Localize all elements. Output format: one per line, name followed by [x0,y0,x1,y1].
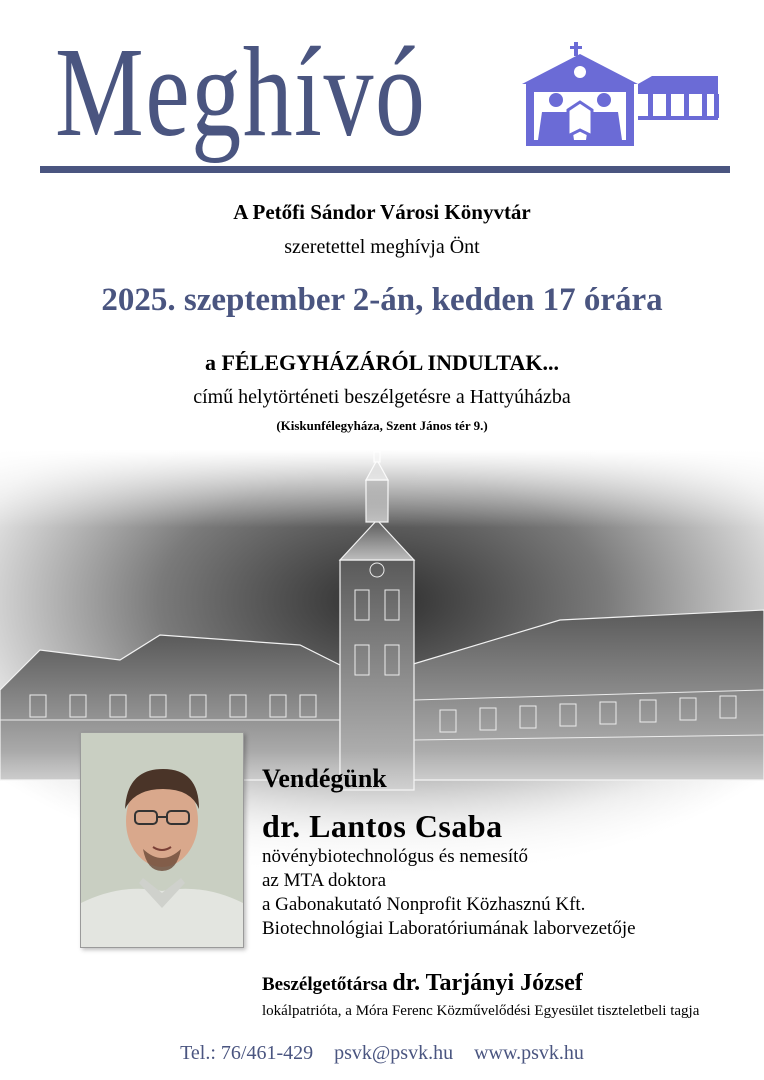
title-underline [40,166,730,173]
guest-label: Vendégünk [262,764,387,793]
contact-email[interactable]: psvk@psvk.hu [334,1042,454,1064]
invites-line: szeretettel meghívja Önt [284,236,480,258]
guest-role: Biotechnológiai Laboratóriumának laborvezetője [262,918,636,939]
portrait-icon [81,733,243,947]
partner-name: dr. Tarjányi József [392,970,583,996]
guest-role: növénybiotechnológus és nemesítő [262,846,528,867]
event-date: 2025. szeptember 2-án, kedden 17 órára [101,282,663,318]
partner-line [262,970,583,997]
guest-role: az MTA doktora [262,870,387,891]
guest-role: a Gabonakutató Nonprofit Közhasznú Kft. [262,894,586,915]
contact-website[interactable]: www.psvk.hu [474,1042,584,1064]
organizer-line: A Petőfi Sándor Városi Könyvtár [233,200,531,224]
event-title: a FÉLEGYHÁZÁRÓL INDULTAK... [205,350,559,375]
guest-name: dr. Lantos Csaba [262,808,503,844]
event-description: című helytörténeti beszélgetésre a Hattyúházba [193,386,571,408]
partner-label: Beszélgetőtársa [262,974,388,995]
event-address: (Kiskunfélegyháza, Szent János tér 9.) [276,418,488,433]
invitation-title: Meghívó [55,21,427,163]
library-logo-icon [512,40,722,152]
partner-description: lokálpatrióta, a Móra Ferenc Közművelődési Egyesület tiszteletbeli tagja [262,1003,700,1019]
guest-photo [80,732,244,948]
contact-phone: Tel.: 76/461-429 [180,1042,314,1064]
contact-footer [0,1042,764,1065]
